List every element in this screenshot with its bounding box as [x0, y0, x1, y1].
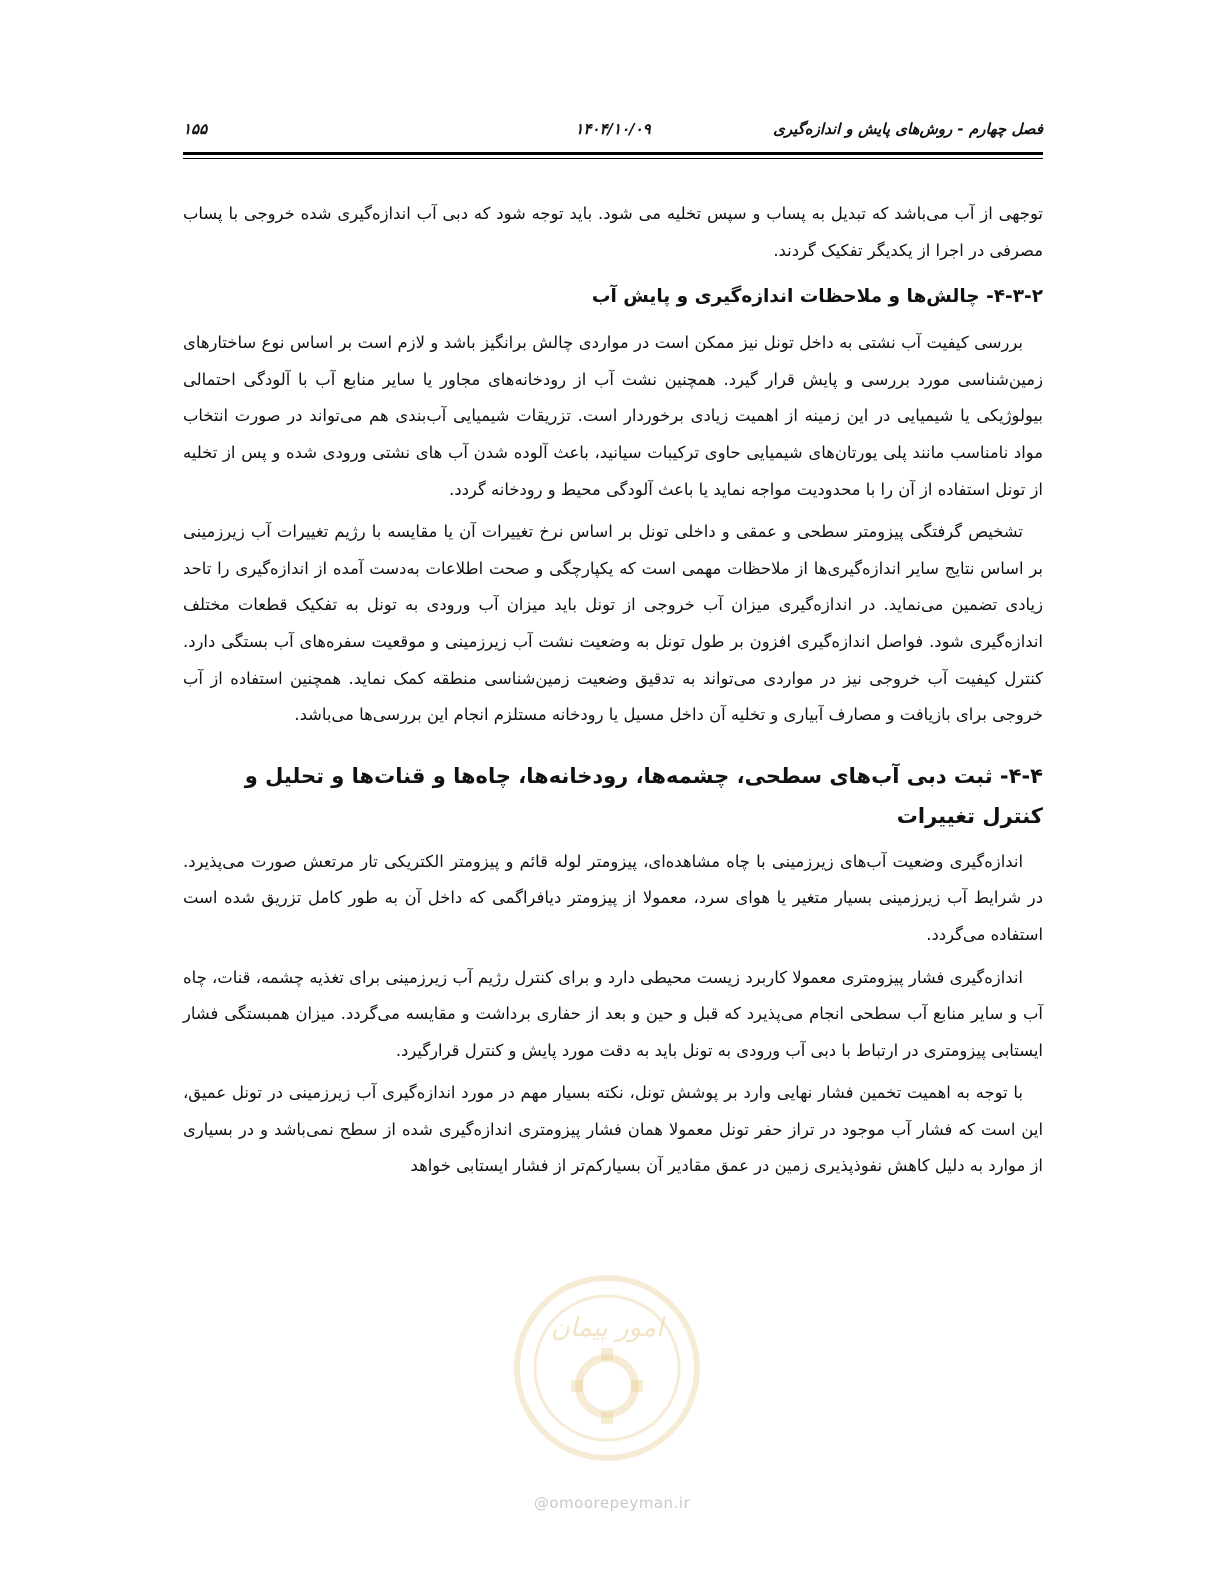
chapter-title: فصل چهارم - روش‌های پایش و اندازه‌گیری [773, 120, 1043, 138]
at-icon: @ [533, 1494, 550, 1512]
header-rule-thick [183, 152, 1043, 155]
page-body [183, 196, 1043, 1191]
watermark-seal-text: امور پیمان [550, 1313, 664, 1343]
page-number: ۱۵۵ [183, 120, 208, 138]
paragraph: با توجه به اهمیت تخمین فشار نهایی وارد بر پوشش تونل، نکته بسیار مهم در مورد اندازه‌گیری آب زیرزمینی در تونل عمیق، این است که فشار آب موجود در تراز حفر تونل معمولا همان فشار پیزومتری اندازه‌گیری شده از سطح نمی‌باشد و در بسیاری از موارد به دلیل کاهش نفوذپذیری زمین در عمق مقادیر آن بسیارکم‌تر از فشار ایستابی خواهد [183, 1083, 1043, 1176]
header-date: ۱۴۰۴/۱۰/۰۹ [575, 120, 651, 138]
paragraph: تشخیص گرفتگی پیزومتر سطحی و عمقی و داخلی تونل بر اساس نرخ تغییرات آن یا مقایسه با رژیم تغییرات آب زیرزمینی بر اساس نتایج سایر اندازه‌گیری‌ها از ملاحظات مهمی است که یکپارچگی و صحت اطلاعات به‌دست آمده از اندازه‌گیری را تاحد زیادی تضمین می‌نماید. در اندازه‌گیری میزان آب خروجی از تونل باید میزان آب ورودی به تونل به تفکیک قطعات مختلف اندازه‌گیری شود. فواصل اندازه‌گیری افزون بر طول تونل به وضعیت نشت آب زیرزمینی و موقعیت سفره‌های آب بستگی دارد. کنترل کیفیت آب خروجی نیز در مواردی می‌تواند به تدقیق وضعیت زمین‌شناسی منطقه کمک نماید. همچنین استفاده از آب خروجی برای بازیافت و مصارف آبیاری و تخلیه آن داخل مسیل یا رودخانه مستلزم انجام این بررسی‌ها می‌باشد. [183, 522, 1043, 725]
running-header [183, 112, 1043, 146]
paragraph: بررسی کیفیت آب نشتی به داخل تونل نیز ممکن است در مواردی چالش برانگیز باشد و لازم است بر اساس نوع ساختارهای زمین‌شناسی مورد بررسی و پایش قرار گیرد. همچنین نشت آب از رودخانه‌های مجاور یا سایر منابع آب با آلودگی احتمالی بیولوژیکی یا شیمیایی در این زمینه از اهمیت زیادی برخوردار است. تزریقات شیمیایی آب‌بندی هم می‌تواند در صورت انتخاب مواد نامناسب مانند پلی یورتان‌های شیمیایی حاوی ترکیبات سیانید، باعث آلوده شدن آب های نشتی ورودی شده و پس از تخلیه از تونل استفاده از آن را با محدودیت مواجه نماید یا باعث آلودگی محیط و رودخانه گردد. [183, 333, 1043, 499]
paragraph: اندازه‌گیری وضعیت آب‌های زیرزمینی با چاه مشاهده‌ای، پیزومتر لوله قائم و پیزومتر الکتریکی تار مرتعش صورت می‌پذیرد. در شرایط آب زیرزمینی بسیار متغیر یا هوای سرد، معمولا از پیزومتر دیافراگمی که داخل آن به طور کامل تزریق شده است استفاده می‌گردد. [183, 851, 1043, 944]
section-heading: ۴-۴- ثبت دبی آب‌های سطحی، چشمه‌ها، رودخانه‌ها، چاه‌ها و قنات‌ها و تحلیل و کنترل تغییرات [244, 763, 1043, 828]
watermark-site: @omoorepeyman.ir [533, 1494, 691, 1512]
section-heading: ۴-۳-۲- چالش‌ها و ملاحظات اندازه‌گیری و پایش آب [591, 286, 1043, 308]
watermark-seal-icon [507, 1268, 707, 1468]
paragraph: اندازه‌گیری فشار پیزومتری معمولا کاربرد زیست محیطی دارد و برای کنترل رژیم آب زیرزمینی برای تغذیه چشمه، قنات، چاه آب و سایر منابع آب سطحی انجام می‌پذیرد که قبل و حین و بعد از حفاری برداشت و مقایسه می‌گردد. میزان همبستگی فشار ایستابی پیزومتری در ارتباط با دبی آب ورودی به تونل باید به دقت مورد پایش و کنترل قرارگیرد. [183, 967, 1043, 1060]
paragraph: توجهی از آب می‌باشد که تبدیل به پساب و سپس تخلیه می شود. باید توجه شود که دبی آب اندازه‌گیری شده خروجی با پساب مصرفی در اجرا از یکدیگر تفکیک گردند. [183, 204, 1043, 260]
header-rule-thin [183, 158, 1043, 159]
